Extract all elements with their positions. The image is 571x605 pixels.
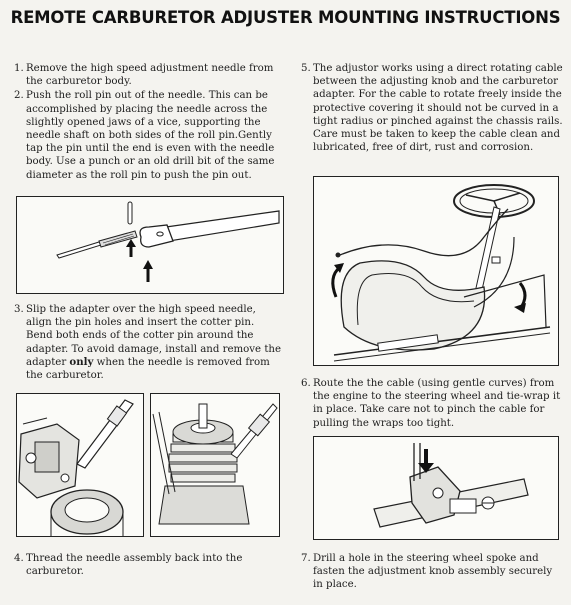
step-number: 6. [301, 378, 311, 389]
step-number: 2. [14, 90, 24, 102]
engine-adapter-illustration [150, 393, 280, 537]
needle-roll-pin-illustration [16, 196, 284, 294]
steering-knob-mount-illustration [313, 436, 559, 540]
step-text: Route the the cable (using gentle curves) from the engine to the steering wheel and tie-wrap it in place. Take care not to pinch the cable for pulling the wraps too tight. [313, 378, 561, 429]
kart-cable-routing-illustration [313, 176, 559, 366]
left-column [14, 62, 282, 182]
right-column [301, 62, 563, 154]
step-6 [301, 377, 563, 430]
step-4 [14, 552, 282, 578]
step-text: The adjustor works using a direct rotating cable between the adjusting knob and the carburetor adapter. For the cable to rotate freely inside the protective covering it should not be curved in a tight radius or pinched against the chassis rails. Care must be taken to keep the cable clean and lubricated, free of dirt, rust and corrosion. [313, 63, 563, 154]
step-text: Slip the adapter over the high speed needle, align the pin holes and insert the cotter pin. Bend both ends of the cotter pin around the adapter. To avoid damage, install and remove the adapter only when the needle is removed from the carburetor. [26, 304, 282, 382]
emphasis-only: only [69, 355, 94, 368]
step-2 [14, 89, 282, 181]
step-number: 4. [14, 553, 24, 564]
carburetor-adapter-illustration [16, 393, 144, 537]
step-5 [301, 62, 563, 154]
step-number: 1. [14, 63, 24, 74]
step-1 [14, 62, 282, 88]
step-number: 3. [14, 304, 24, 315]
page-title: REMOTE CARBURETOR ADJUSTER MOUNTING INSTRUCTIONS [10, 8, 561, 27]
step-text: Push the roll pin out of the needle. This can be accomplished by placing the needle across the slightly opened jaws of a vice, supporting the needle shaft on both sides of the roll pin.Gently tap the pin until the end is even with the needle body. Use a punch or an old drill bit of the same diameter as the roll pin to push the pin out. [26, 90, 275, 181]
step-7 [301, 552, 563, 592]
step-3 [14, 303, 282, 382]
step-text: Drill a hole in the steering wheel spoke and fasten the adjustment knob assembly securely in place. [313, 553, 553, 591]
step-number: 5. [301, 63, 311, 74]
step-number: 7. [301, 553, 311, 564]
step-text: Thread the needle assembly back into the carburetor. [26, 553, 243, 578]
step-text: Remove the high speed adjustment needle from the carburetor body. [26, 63, 274, 88]
